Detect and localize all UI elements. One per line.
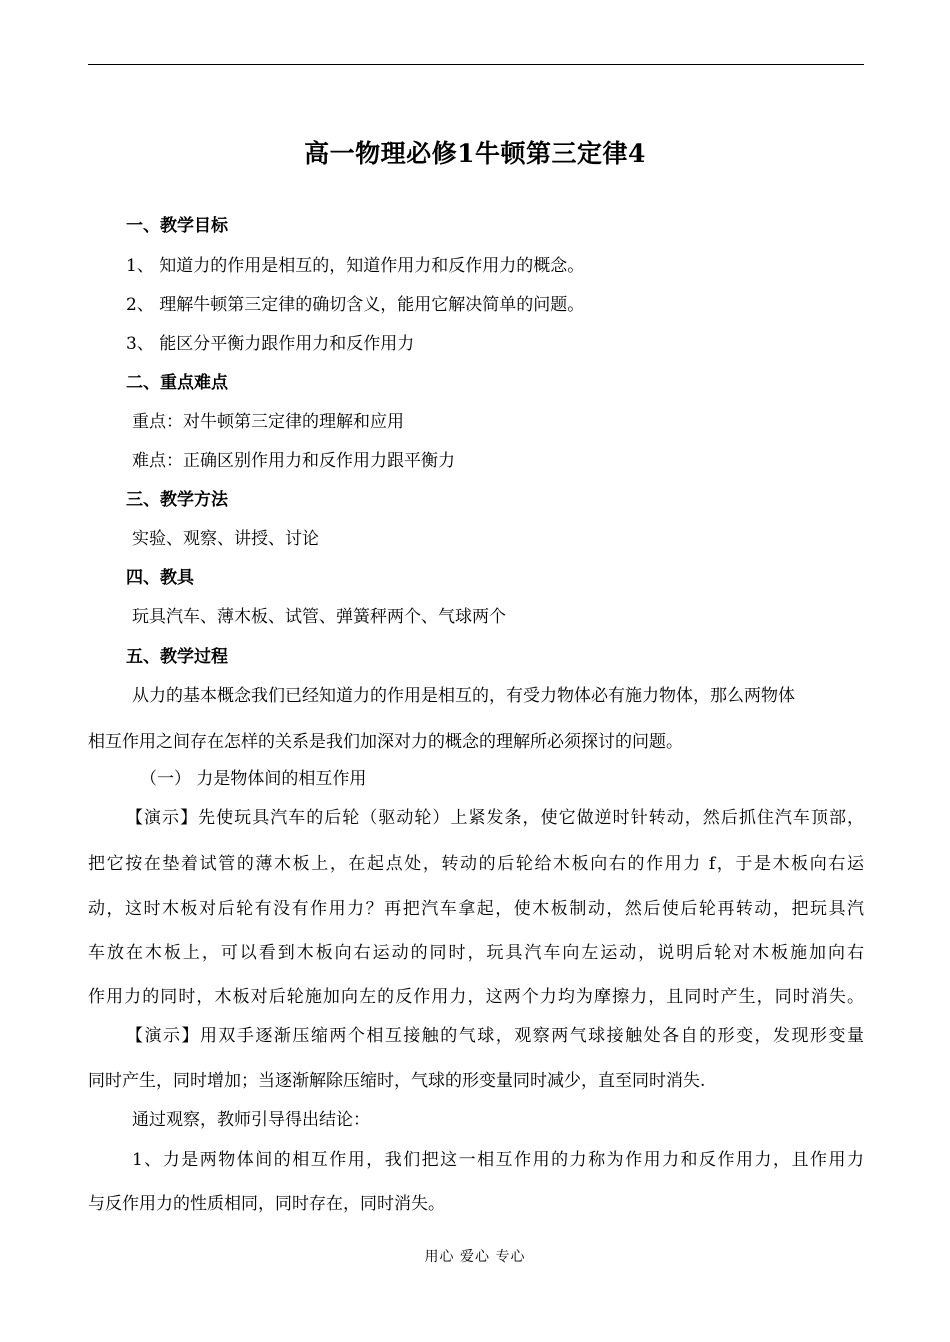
demo1-line: 动，这时木板对后轮有没有作用力？再把汽车拿起，使木板制动，然后使后轮再转动，把玩具汽 [88,899,864,919]
conclusion-line: 1、力是两物体间的相互作用，我们把这一相互作用的力称为作用力和反作用力，且作用力 [132,1150,864,1170]
section-heading-objectives: 一、教学目标 [126,216,228,236]
section-heading-methods: 三、教学方法 [126,490,228,510]
demo1-line: 车放在木板上，可以看到木板向右运动的同时，玩具汽车向左运动，说明后轮对木板施加向右 [88,943,864,963]
section-heading-key-points: 二、重点难点 [126,373,228,393]
demo1-line: 把它按在垫着试管的薄木板上，在起点处，转动的后轮给木板向右的作用力 f，于是木板向右运 [88,854,864,874]
demo2-line: 同时产生，同时增加；当逐渐解除压缩时，气球的形变量同时减少，直至同时消失. [88,1071,706,1091]
demo1-line: 【演示】先使玩具汽车的后轮（驱动轮）上紧发条，使它做逆时针转动，然后抓住汽车顶部， [126,808,864,828]
methods-text: 实验、观察、讲授、讨论 [132,529,319,549]
header-rule [88,64,864,65]
document-title: 高一物理必修1牛顿第三定律4 [304,139,646,168]
intro-paragraph-line: 相互作用之间存在怎样的关系是我们加深对力的概念的理解所必须探讨的问题。 [88,732,683,752]
equipment-text: 玩具汽车、薄木板、试管、弹簧秤两个、气球两个 [132,607,506,627]
objective-item: 2、 理解牛顿第三定律的确切含义，能用它解决简单的问题。 [126,295,585,315]
key-point-text: 重点：对牛顿第三定律的理解和应用 [132,412,404,432]
demo2-line: 【演示】用双手逐渐压缩两个相互接触的气球，观察两气球接触处各自的形变，发现形变量 [126,1026,864,1046]
difficult-point-text: 难点：正确区别作用力和反作用力跟平衡力 [132,451,455,471]
section-heading-equipment: 四、教具 [126,568,194,588]
page-footer: 用心 爱心 专心 [424,1249,526,1265]
intro-paragraph-line: 从力的基本概念我们已经知道力的作用是相互的，有受力物体必有施力物体，那么两物体 [132,686,795,706]
objective-item: 3、 能区分平衡力跟作用力和反作用力 [126,334,415,354]
subsection-heading: （一） 力是物体间的相互作用 [140,769,367,789]
demo1-line: 作用力的同时，木板对后轮施加向左的反作用力，这两个力均为摩擦力，且同时产生，同时消失。 [88,987,864,1007]
observation-text: 通过观察，教师引导得出结论： [132,1110,370,1130]
conclusion-line: 与反作用力的性质相同，同时存在，同时消失。 [88,1194,445,1214]
objective-item: 1、 知道力的作用是相互的，知道作用力和反作用力的概念。 [126,256,585,276]
section-heading-process: 五、教学过程 [126,647,228,667]
